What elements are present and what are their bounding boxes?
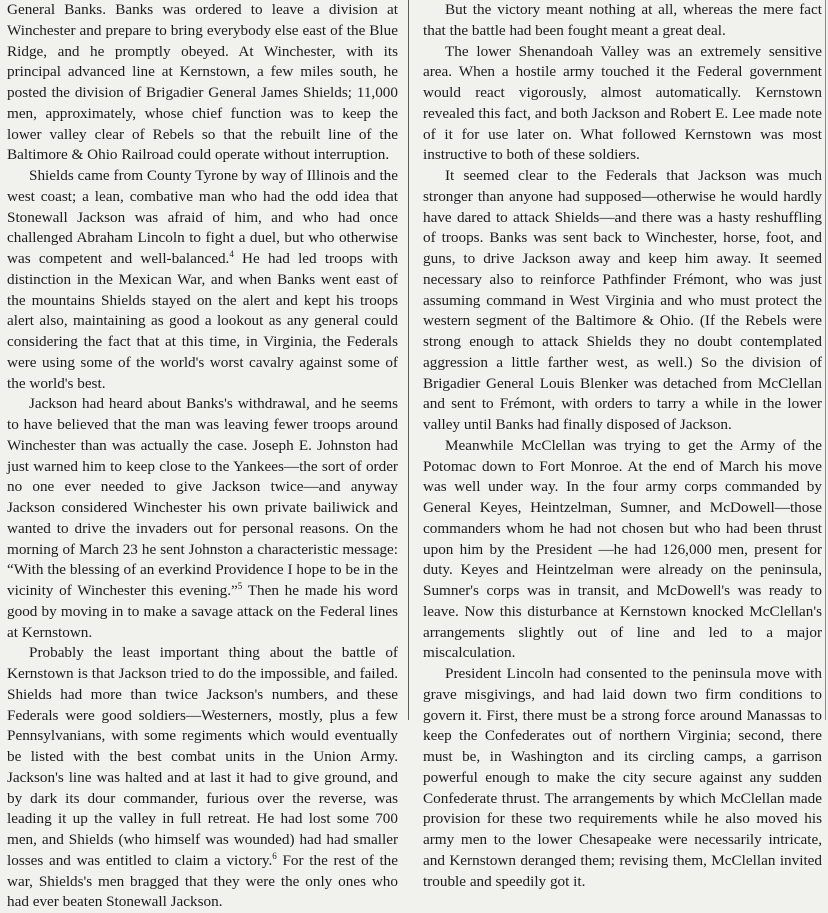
paragraph: It seemed clear to the Federals that Jackson was much stronger than anyone had supposed—otherwise he would hardly have dared to attack Shields—and there was a hasty reshuffling of troops. Banks was sent back to Winchester, horse, foot, and guns, to drive Jackson away and keep him away. It seemed necessary also to reinforce Pathfinder Frémont, who was just assuming command in West Virginia and who must protect the western segment of the Baltimore & Ohio. (If the Rebels were strong enough to attack Shields they no doubt contemplated aggression a little farther west, as well.) So the division of Brigadier General Louis Blenker was detached from McClellan and sent to Frémont, with orders to tarry a while in the lower valley until Banks had finally disposed of Jackson. bbox=[423, 167, 822, 433]
page-edge bbox=[825, 0, 826, 720]
left-column bbox=[7, 0, 398, 913]
paragraph: The lower Shenandoah Valley was an extremely sensitive area. When a hostile army touched it the Federal government would react vigorously, almost automatically. Kernstown revealed this fact, and both Jackson and Robert E. Lee made note of it for use later on. What followed Kernstown was most instructive to both of these soldiers. bbox=[423, 42, 822, 164]
paragraph: General Banks. Banks was ordered to leave a division at Winchester and prepare to bring everybody else east of the Blue Ridge, and he promptly obeyed. At Winchester, with its principal advanced line at Kernstown, a few miles south, he posted the division of Brigadier General James Shields; 11,000 men, approximately, whose chief function was to keep the lower valley clear of Rebels so that the rebuilt line of the Baltimore & Ohio Railroad could operate without interruption. bbox=[7, 1, 398, 164]
paragraph: But the victory meant nothing at all, whereas the mere fact that the battle had been fought meant a great deal. bbox=[423, 1, 822, 39]
paragraph: Jackson had heard about Banks's withdrawal, and he seems to have believed that the man was leaving fewer troops around Winchester than was actually the case. Joseph E. Johnston had just warned him to keep close to the Yankees—the sort of order no one ever needed to give Jackson twice—and anyway Jackson considered Winchester his own private bailiwick and wanted to drive the invaders out for personal reasons. On the morning of March 23 he sent Johnston a characteristic message: “With the blessing of an everkind Providence I hope to be in the vicinity of Winchester this evening.”$^5$ Then he made his word good by moving in to make a savage attack on the Federal lines at Kernstown. bbox=[7, 395, 398, 641]
column-divider bbox=[408, 0, 409, 720]
footnote-mark: 6 bbox=[272, 850, 277, 861]
paragraph: Shields came from County Tyrone by way of Illinois and the west coast; a lean, combative man who had the odd idea that Stonewall Jackson was afraid of him, and who had once challenged Abraham Lincoln to fight a duel, but who otherwise was competent and well-balanced.$^4$ He had led troops with distinction in the Mexican War, and when Banks went east of the mountains Shields stayed on the alert and kept his troops alert also, maintaining as good a lookout as any general could considering the fact that at this time, in Virginia, the Federals were using some of the world's worst cavalry against some of the world's best. bbox=[7, 167, 398, 392]
paragraph: President Lincoln had consented to the peninsula move with grave misgivings, and had laid down two firm conditions to govern it. First, there must be a strong force around Manassas to keep the Confederates out of northern Virginia; second, there must be, in Washington and its circling camps, a garrison powerful enough to make the city secure against any sudden Confederate thrust. The arrangements by which McClellan made provision for these two requirements while he also moved his army men to the lower Chesapeake were necessarily intricate, and Kernstown deranged them; revising them, McClellan invited trouble and speedily got it. bbox=[423, 665, 822, 890]
right-column bbox=[423, 0, 822, 892]
footnote-mark: 4 bbox=[229, 248, 234, 259]
footnote-mark: 5 bbox=[237, 580, 243, 591]
paragraph: Meanwhile McClellan was trying to get the Army of the Potomac down to Fort Monroe. At the end of March his move was well under way. In the four army corps commanded by General Keyes, Heintzelman, Sumner, and McDowell—those commanders whom he had not chosen but who had been thrust upon him by the President —he had 126,000 men, present for duty. Keyes and Heintzelman were already on the peninsula, Sumner's corps was in transit, and McDowell's was ready to leave. Now this disturbance at Kernstown knocked McClellan's arrangements slightly out of line and led to a major miscalculation. bbox=[423, 436, 822, 662]
paragraph: Probably the least important thing about the battle of Kernstown is that Jackson tried to do the impossible, and failed. Shields had more than twice Jackson's numbers, and these Federals were good soldiers—Westerners, mostly, plus a few Pennsylvanians, with some regiments which would eventually be listed with the best combat units in the Union Army. Jackson's line was halted and at last it had to give ground, and by dark its dour commander, furious over the reverse, was leading it up the valley in full retreat. He had lost some 700 men, and Shields (who himself was wounded) had had smaller losses and was entitled to claim a victory.$^6$ For the rest of the war, Shields's men bragged that they were the only ones who had ever beaten Stonewall Jackson. bbox=[7, 644, 399, 911]
